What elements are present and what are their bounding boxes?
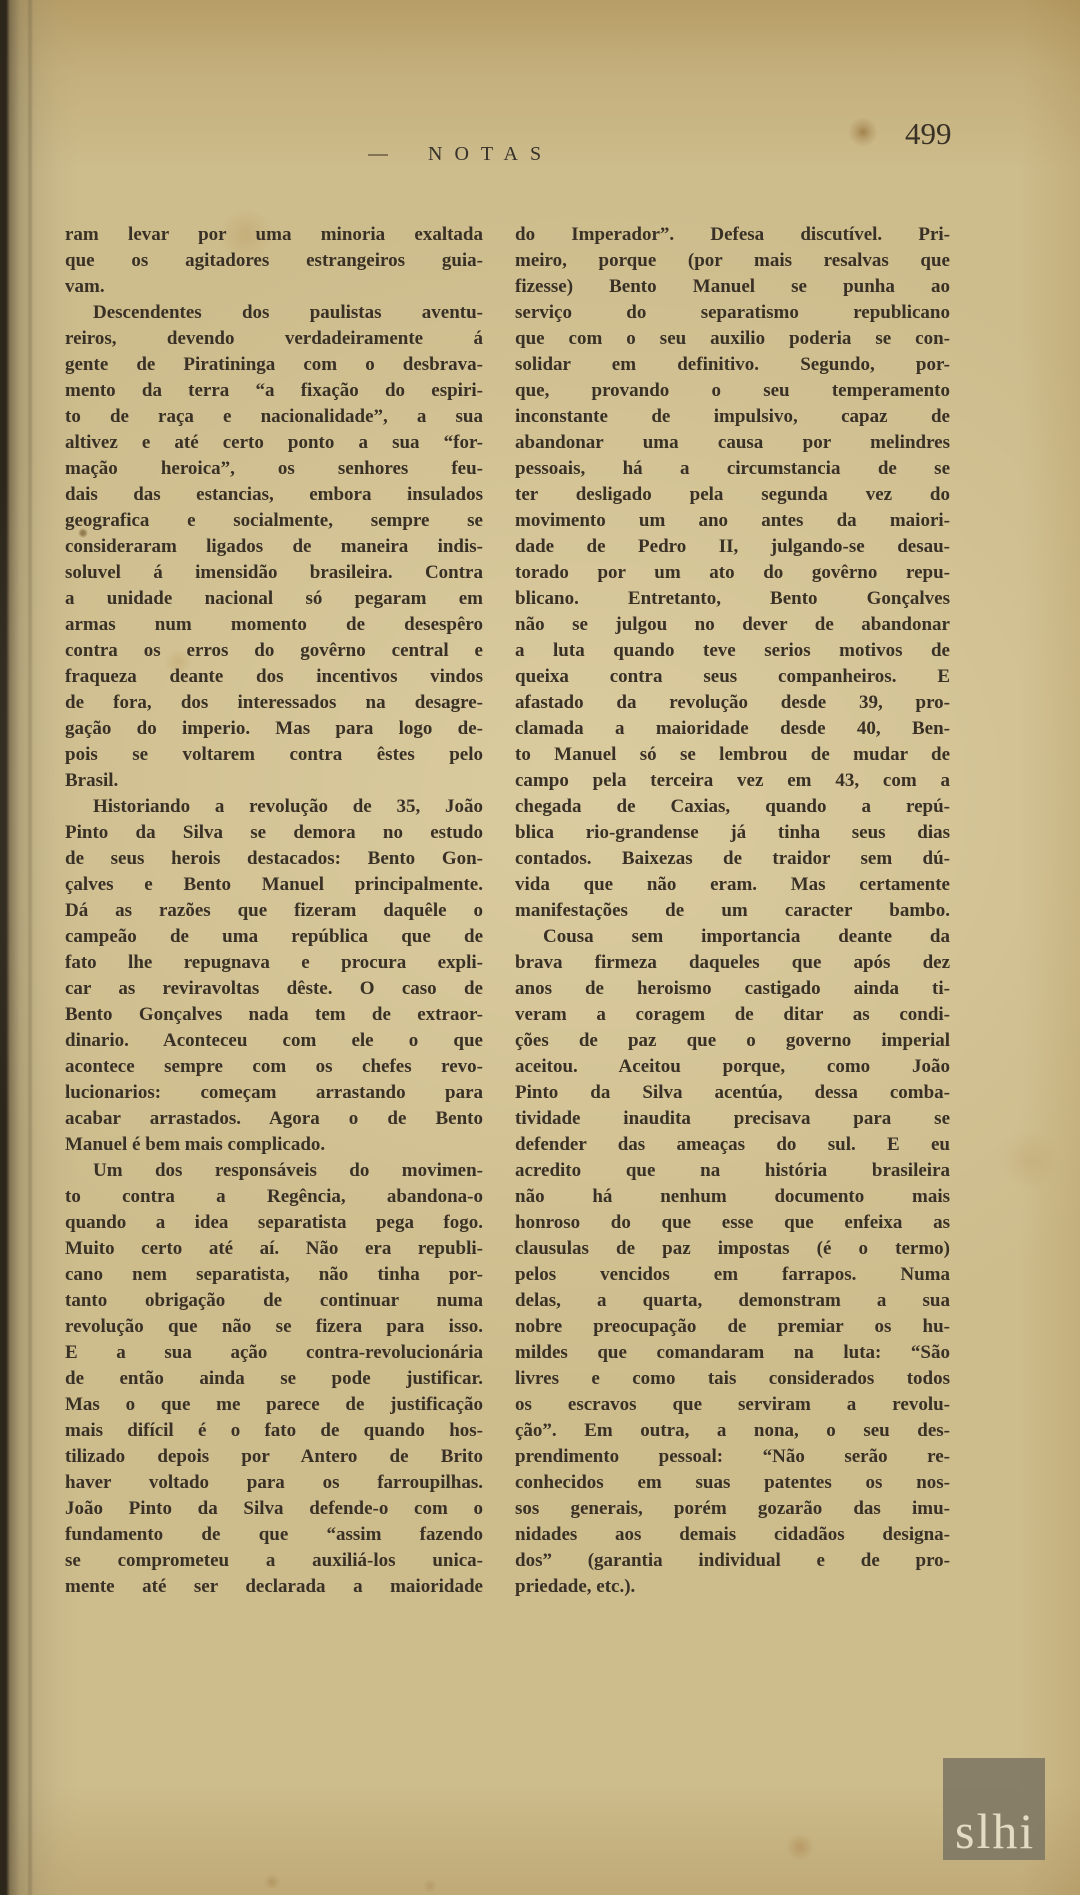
text-line: se comprometeu a auxiliá-los unica- xyxy=(65,1550,483,1571)
text-line: Pinto da Silva acentúa, dessa comba- xyxy=(515,1082,950,1103)
text-line: soluvel á imensidão brasileira. Contra xyxy=(65,562,483,583)
text-line: gente de Piratininga com o desbrava- xyxy=(65,354,483,375)
text-line: dade de Pedro II, julgando-se desau- xyxy=(515,536,950,557)
text-line: não se julgou no dever de abandonar xyxy=(515,614,950,635)
text-line: solidar em definitivo. Segundo, por- xyxy=(515,354,950,375)
text-line: que com o seu auxilio poderia se con- xyxy=(515,328,950,349)
text-line: mação heroica”, os senhores feu- xyxy=(65,458,483,479)
text-line: ções de paz que o governo imperial xyxy=(515,1030,950,1051)
text-line: anos de heroismo castigado ainda ti- xyxy=(515,978,950,999)
text-line: altivez e até certo ponto a sua “for- xyxy=(65,432,483,453)
text-line: abandonar uma causa por melindres xyxy=(515,432,950,453)
text-line: pois se voltarem contra êstes pelo xyxy=(65,744,483,765)
text-line: queixa contra seus companheiros. E xyxy=(515,666,950,687)
text-line: que, provando o seu temperamento xyxy=(515,380,950,401)
text-line: de então ainda se pode justificar. xyxy=(65,1368,483,1389)
text-line: chegada de Caxias, quando a repú- xyxy=(515,796,950,817)
text-line: car as reviravoltas dêste. O caso de xyxy=(65,978,483,999)
text-line: veram a coragem de ditar as condi- xyxy=(515,1004,950,1025)
text-line: prendimento pessoal: “Não serão re- xyxy=(515,1446,950,1467)
text-line: revolução que não se fizera para isso. xyxy=(65,1316,483,1337)
text-line: nobre preocupação de premiar os hu- xyxy=(515,1316,950,1337)
text-line: blicano. Entretanto, Bento Gonçalves xyxy=(515,588,950,609)
text-line: fraqueza deante dos incentivos vindos xyxy=(65,666,483,687)
text-line: ter desligado pela segunda vez do xyxy=(515,484,950,505)
text-line: mildes que comandaram na luta: “São xyxy=(515,1342,950,1363)
text-line: sos generais, porém gozarão das imu- xyxy=(515,1498,950,1519)
text-line: a unidade nacional só pegaram em xyxy=(65,588,483,609)
text-line: cano nem separatista, não tinha por- xyxy=(65,1264,483,1285)
page-number: 499 xyxy=(905,116,952,151)
text-line: brava firmeza daqueles que após dez xyxy=(515,952,950,973)
text-line: dos” (garantia individual e de pro- xyxy=(515,1550,950,1571)
text-line: acontece sempre com os chefes revo- xyxy=(65,1056,483,1077)
text-line: Descendentes dos paulistas aventu- xyxy=(93,302,483,323)
text-line: quando a idea separatista pega fogo. xyxy=(65,1212,483,1233)
text-line: vam. xyxy=(65,276,105,297)
text-line: de seus herois destacados: Bento Gon- xyxy=(65,848,483,869)
text-line: movimento um ano antes da maiori- xyxy=(515,510,950,531)
text-line: que os agitadores estrangeiros guia- xyxy=(65,250,483,271)
text-line: haver voltado para os farroupilhas. xyxy=(65,1472,483,1493)
text-line: mais difícil é o fato de quando hos- xyxy=(65,1420,483,1441)
text-line: a luta quando teve serios motivos de xyxy=(515,640,950,661)
text-line: delas, a quarta, demonstram a sua xyxy=(515,1290,950,1311)
text-line: blica rio-grandense já tinha seus dias xyxy=(515,822,950,843)
text-line: torado por um ato do govêrno repu- xyxy=(515,562,950,583)
text-line: João Pinto da Silva defende-o com o xyxy=(65,1498,483,1519)
text-line: do Imperador”. Defesa discutível. Pri- xyxy=(515,224,950,245)
text-line: livres e como tais considerados todos xyxy=(515,1368,950,1389)
text-line: Muito certo até aí. Não era republi- xyxy=(65,1238,483,1259)
text-line: tanto obrigação de continuar numa xyxy=(65,1290,483,1311)
text-line: to Manuel só se lembrou de mudar de xyxy=(515,744,950,765)
text-line: inconstante de impulsivo, capaz de xyxy=(515,406,950,427)
text-line: vida que não eram. Mas certamente xyxy=(515,874,950,895)
text-line: os escravos que serviram a revolu- xyxy=(515,1394,950,1415)
text-line: consideraram ligados de maneira indis- xyxy=(65,536,483,557)
text-line: reiros, devendo verdadeiramente á xyxy=(65,328,483,349)
text-line: Historiando a revolução de 35, João xyxy=(93,796,483,817)
text-line: Cousa sem importancia deante da xyxy=(543,926,950,947)
text-line: não há nenhum documento mais xyxy=(515,1186,950,1207)
text-line: clausulas de paz impostas (é o termo) xyxy=(515,1238,950,1259)
text-line: Pinto da Silva se demora no estudo xyxy=(65,822,483,843)
text-line: Mas o que me parece de justificação xyxy=(65,1394,483,1415)
text-line: nidades aos demais cidadãos designa- xyxy=(515,1524,950,1545)
text-line: fizesse) Bento Manuel se punha ao xyxy=(515,276,950,297)
text-line: dais das estancias, embora insulados xyxy=(65,484,483,505)
text-line: Brasil. xyxy=(65,770,119,791)
text-line: lucionarios: começam arrastando para xyxy=(65,1082,483,1103)
text-line: armas num momento de desespêro xyxy=(65,614,483,635)
text-line: campeão de uma república que de xyxy=(65,926,483,947)
text-line: tilizado depois por Antero de Brito xyxy=(65,1446,483,1467)
text-line: to de raça e nacionalidade”, a sua xyxy=(65,406,483,427)
text-line: ram levar por uma minoria exaltada xyxy=(65,224,483,245)
slhi-logo-text: slhi xyxy=(955,1803,1036,1859)
header-dash xyxy=(368,154,388,156)
text-line: to contra a Regência, abandona-o xyxy=(65,1186,483,1207)
text-line: contra os erros do govêrno central e xyxy=(65,640,483,661)
text-line: Um dos responsáveis do movimen- xyxy=(93,1160,483,1181)
text-line: manifestações de um caracter bambo. xyxy=(515,900,950,921)
text-line: meiro, porque (por mais resalvas que xyxy=(515,250,950,271)
text-line: tividade inaudita precisava para se xyxy=(515,1108,950,1129)
text-line: Manuel é bem mais complicado. xyxy=(65,1134,326,1155)
text-line: mente até ser declarada a maioridade xyxy=(65,1576,483,1597)
text-column-right xyxy=(515,222,950,1600)
slhi-watermark xyxy=(943,1758,1045,1860)
text-line: geografica e socialmente, sempre se xyxy=(65,510,483,531)
page-header-title: NOTAS xyxy=(428,143,554,165)
text-line: defender das ameaças do sul. E eu xyxy=(515,1134,950,1155)
text-line: ção”. Em outra, a nona, o seu des- xyxy=(515,1420,950,1441)
text-line: Bento Gonçalves nada tem de extraor- xyxy=(65,1004,483,1025)
text-line: conhecidos em suas patentes os nos- xyxy=(515,1472,950,1493)
text-line: pelos vencidos em farrapos. Numa xyxy=(515,1264,950,1285)
text-line: contados. Baixezas de traidor sem dú- xyxy=(515,848,950,869)
text-line: afastado da revolução desde 39, pro- xyxy=(515,692,950,713)
text-line: pessoais, há a circumstancia de se xyxy=(515,458,950,479)
text-line: de fora, dos interessados na desagre- xyxy=(65,692,483,713)
text-line: E a sua ação contra-revolucionária xyxy=(65,1342,483,1363)
text-line: Dá as razões que fizeram daquêle o xyxy=(65,900,483,921)
text-line: aceitou. Aceitou porque, como João xyxy=(515,1056,950,1077)
text-line: priedade, etc.). xyxy=(515,1576,636,1597)
text-column-left xyxy=(65,222,483,1600)
text-line: fundamento de que “assim fazendo xyxy=(65,1524,483,1545)
text-line: campo pela terceira vez em 43, com a xyxy=(515,770,950,791)
text-line: clamada a maioridade desde 40, Ben- xyxy=(515,718,950,739)
text-line: dinario. Aconteceu com ele o que xyxy=(65,1030,483,1051)
text-line: serviço do separatismo republicano xyxy=(515,302,950,323)
text-line: acabar arrastados. Agora o de Bento xyxy=(65,1108,483,1129)
text-line: fato lhe repugnava e procura expli- xyxy=(65,952,483,973)
text-line: honroso do que esse que enfeixa as xyxy=(515,1212,950,1233)
text-line: çalves e Bento Manuel principalmente. xyxy=(65,874,483,895)
text-line: acredito que na história brasileira xyxy=(515,1160,950,1181)
text-line: gação do imperio. Mas para logo de- xyxy=(65,718,483,739)
text-line: mento da terra “a fixação do espiri- xyxy=(65,380,483,401)
